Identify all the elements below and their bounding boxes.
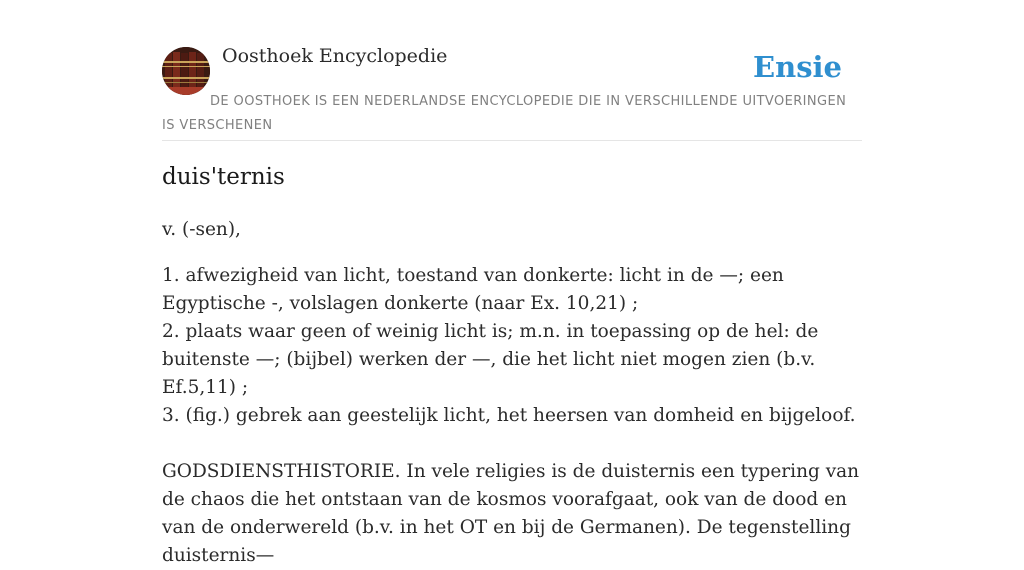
publication-tagline: DE OOSTHOEK IS EEN NEDERLANDSE ENCYCLOPEDIE DIE IN VERSCHILLENDE UITVOERINGEN IS VERSCHENEN: [162, 94, 847, 133]
grammar-info: v. (-sen),: [162, 219, 241, 240]
publication-name[interactable]: Oosthoek Encyclopedie: [222, 45, 448, 67]
publication-avatar[interactable]: [162, 47, 210, 95]
history-paragraph: GODSDIENSTHISTORIE. In vele religies is de duisternis een typering van de chaos die het ontstaan van de kosmos voorafgaat, ook van de dood en van de onderwereld (b.v. in het OT en bij de Germanen). De tegenstelling duisternis—: [162, 461, 860, 566]
entry-body: [162, 216, 862, 570]
encyclopedia-books-icon: [162, 47, 210, 95]
page: [162, 0, 862, 566]
entry-title: duis'ternis: [162, 164, 285, 190]
site-header: [162, 0, 862, 141]
sense-item: 3. (fig.) gebrek aan geestelijk licht, het heersen van domheid en bijgeloof.: [162, 405, 856, 426]
sense-item: 1. afwezigheid van licht, toestand van donkerte: licht in de —; een Egyptische -, volslagen donkerte (naar Ex. 10,21) ;: [162, 265, 784, 314]
sense-list: [162, 262, 862, 430]
brand-logo[interactable]: Ensie: [753, 50, 842, 84]
sense-item: 2. plaats waar geen of weinig licht is; m.n. in toepassing op de hel: de buitenste —; (bijbel) werken der —, die het licht niet mogen zien (b.v. Ef.5,11) ;: [162, 321, 819, 398]
